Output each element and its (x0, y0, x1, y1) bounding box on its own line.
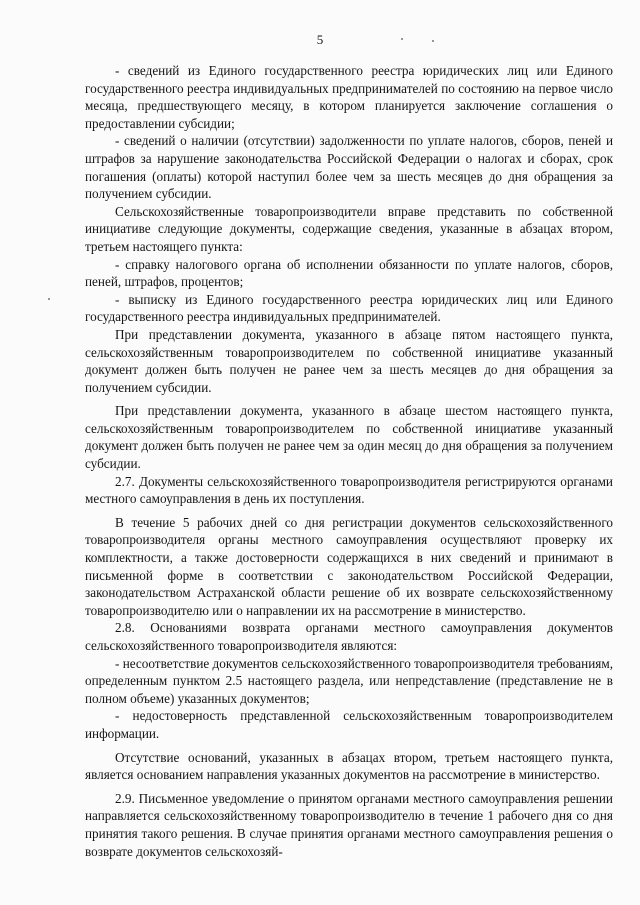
paragraph: - сведений из Единого государственного реестра юридических лиц или Единого государственного реестра индивидуальных предпринимателей по состоянию на первое число месяца, предшествующего месяцу, в котором планируется заключение соглашения о предоставлении субсидии; (85, 63, 613, 131)
paragraph: - несоответствие документов сельскохозяйственного товаропроизводителя требованиям, определенным пунктом 2.5 настоящего раздела, или непредставление (представление не в полном объеме) указанных документов; (85, 655, 613, 706)
scan-speck (432, 40, 434, 42)
paragraph: 2.9. Письменное уведомление о принятом органами местного самоуправления решении направляется сельскохозяйственному товаропроизводителю в течение 1 рабочего дня со дня принятия такого решения. В случае принятия органами местного самоуправления решения о возврате документов сельскохозяй- (85, 790, 613, 859)
scan-speck (48, 298, 50, 300)
paragraph: В течение 5 рабочих дней со дня регистрации документов сельскохозяйственного товаропроизводителя органы местного самоуправления осуществляют проверку их комплектности, а также достоверности содержащихся в них сведений и принимают в письменной форме в соответствии с законодательством Российской Федерации, законодательством Астраханской области решение об их возврате сельскохозяйственному товаропроизводителю или о направлении их на рассмотрение в министерство. (85, 514, 613, 618)
paragraph: При представлении документа, указанного в абзаце шестом настоящего пункта, сельскохозяйственным товаропроизводителем по собственной инициативе указанный документ должен быть получен не ранее чем за один месяц до дня обращения за получением субсидии. (85, 403, 613, 472)
paragraph: Отсутствие оснований, указанных в абзацах втором, третьем настоящего пункта, является основанием направления указанных документов на рассмотрение в министерство. (85, 749, 613, 783)
paragraph: - недостоверность представленной сельскохозяйственным товаропроизводителем информации. (85, 708, 613, 741)
body-text (85, 62, 613, 860)
paragraph: Сельскохозяйственные товаропроизводители вправе представить по собственной инициативе следующие документы, содержащие сведения, указанные в абзацах втором, третьем настоящего пункта: (85, 203, 613, 254)
paragraph: - выписку из Единого государственного реестра юридических лиц или Единого государственного реестра индивидуальных предпринимателей. (85, 291, 613, 325)
page-number: 5 (316, 32, 324, 47)
scan-speck (401, 38, 403, 40)
paragraph: 2.8. Основаниями возврата органами местного самоуправления документов сельскохозяйственного товаропроизводителя являются: (85, 620, 613, 653)
paragraph: 2.7. Документы сельскохозяйственного товаропроизводителя регистрируются органами местного самоуправления в день их поступления. (85, 473, 613, 507)
paragraph: - сведений о наличии (отсутствии) задолженности по уплате налогов, сборов, пеней и штрафов за нарушение законодательства Российской Федерации о налогах и сборах, срок погашения (оплаты) которой наступил более чем за шесть месяцев до дня обращения за получением субсидии. (85, 133, 613, 202)
paragraph: - справку налогового органа об исполнении обязанности по уплате налогов, сборов, пеней, штрафов, процентов; (85, 256, 613, 290)
paragraph: При представлении документа, указанного в абзаце пятом настоящего пункта, сельскохозяйственным товаропроизводителем по собственной инициативе указанный документ должен быть получен не ранее чем за шесть месяцев до дня обращения за получением субсидии. (85, 326, 613, 395)
